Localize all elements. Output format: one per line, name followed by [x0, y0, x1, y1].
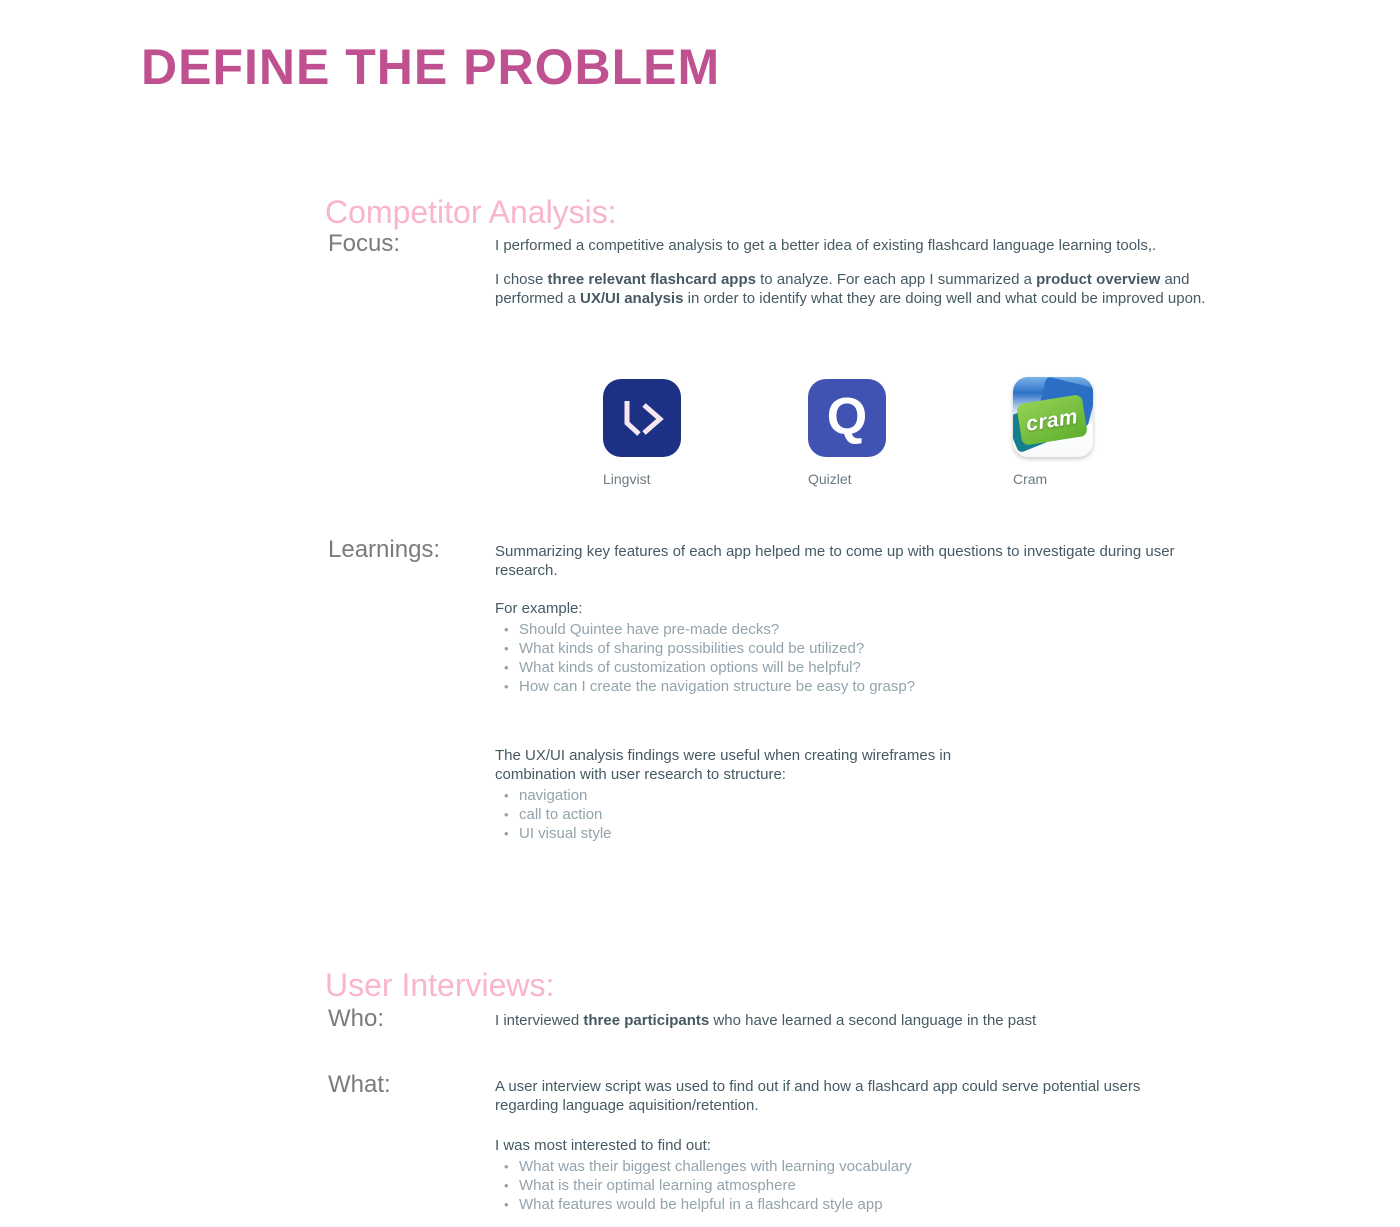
list-item: • What features would be helpful in a flashcard style app	[495, 1195, 1235, 1214]
interested-intro: I was most interested to find out:	[495, 1137, 711, 1154]
list-item: • What was their biggest challenges with learning vocabulary	[495, 1157, 1235, 1176]
list-item: • What is their optimal learning atmosphere	[495, 1176, 1235, 1195]
page-title: DEFINE THE PROBLEM	[141, 38, 721, 95]
focus-content	[495, 230, 1235, 308]
interview-questions-list	[495, 1157, 1235, 1214]
what-row	[328, 1071, 1235, 1214]
cram-card-green	[1016, 394, 1088, 446]
what-paragraph: A user interview script was used to find out if and how a flashcard app could serve potential users regarding language aquisition/retention.	[495, 1078, 1141, 1114]
list-item: • What kinds of customization options will be helpful?	[495, 658, 1235, 677]
focus-paragraph-2: I chose three relevant flashcard apps to analyze. For each app I summarized a product overview and performed a UX/UI analysis in order to identify what they are doing well and what could be improved upon.	[495, 271, 1206, 307]
list-item: • call to action	[495, 805, 1235, 824]
quizlet-icon	[808, 379, 886, 457]
learnings-row	[328, 536, 1235, 843]
app-label-quizlet: Quizlet	[808, 471, 852, 487]
uxui-findings-paragraph: The UX/UI analysis findings were useful when creating wireframes in combination with user research to structure:	[495, 747, 952, 783]
list-item: • navigation	[495, 786, 1235, 805]
list-item: • Should Quintee have pre-made decks?	[495, 620, 1235, 639]
competitor-apps-row	[603, 379, 1093, 487]
app-label-cram: Cram	[1013, 471, 1048, 487]
cram-logo-glyph: cram	[1024, 404, 1080, 436]
who-row	[328, 1005, 1235, 1033]
learnings-label: Learnings:	[328, 536, 441, 563]
app-block-quizlet	[808, 379, 886, 487]
what-content	[495, 1071, 1235, 1214]
uxui-structure-list	[495, 786, 1235, 843]
app-label-lingvist: Lingvist	[603, 471, 651, 487]
list-item: • What kinds of sharing possibilities could be utilized?	[495, 639, 1235, 658]
focus-row	[328, 230, 1235, 308]
lingvist-logo-glyph	[619, 396, 665, 440]
who-content	[495, 1005, 1235, 1030]
focus-label: Focus:	[328, 230, 401, 257]
focus-paragraph-1: I performed a competitive analysis to get a better idea of existing flashcard language learning tools,.	[495, 237, 1157, 254]
who-label: Who:	[328, 1005, 385, 1032]
lingvist-icon	[603, 379, 681, 457]
what-label: What:	[328, 1071, 391, 1098]
quizlet-logo-glyph: Q	[826, 388, 868, 446]
learnings-paragraph: Summarizing key features of each app helped me to come up with questions to investigate during user research.	[495, 543, 1175, 579]
app-block-lingvist	[603, 379, 681, 487]
cram-icon	[1013, 377, 1093, 457]
learnings-content	[495, 536, 1235, 843]
section-heading-user-interviews: User Interviews:	[325, 966, 555, 1003]
list-item: • How can I create the navigation structure be easy to grasp?	[495, 677, 1235, 696]
who-paragraph: I interviewed three participants who have learned a second language in the past	[495, 1012, 1037, 1029]
app-block-cram	[1013, 379, 1093, 487]
example-questions-list	[495, 620, 1235, 696]
section-heading-competitor-analysis: Competitor Analysis:	[325, 193, 617, 230]
list-item: • UI visual style	[495, 824, 1235, 843]
for-example-intro: For example:	[495, 600, 583, 617]
